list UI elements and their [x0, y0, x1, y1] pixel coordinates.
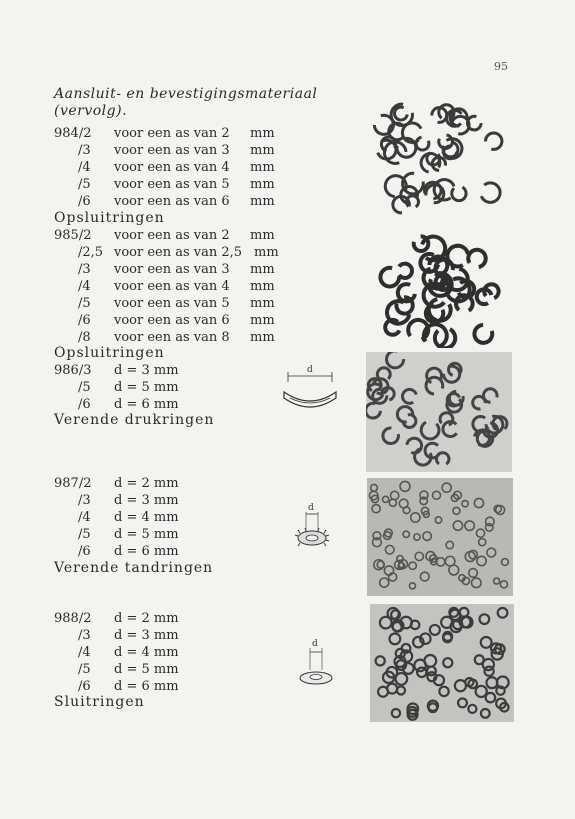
ring-shape [481, 637, 492, 648]
ring-shape [387, 684, 397, 694]
ring-shape [414, 534, 420, 540]
plain-washer-diagram [296, 636, 336, 690]
ring-shape [436, 453, 449, 464]
svg-text:d: d [307, 365, 313, 375]
ring-shape [500, 581, 507, 588]
item-sub: /2,5 [78, 245, 104, 260]
item-text: voor een as van 8 [114, 330, 230, 345]
item-text: voor een as van 6 [114, 194, 230, 209]
item-sub: /6 [78, 544, 91, 559]
item-unit: mm [250, 126, 275, 141]
item-sub: /8 [78, 330, 91, 345]
item-text: d = 6 mm [114, 397, 179, 412]
item-sub: /3 [78, 143, 91, 158]
item-text: d = 4 mm [114, 510, 179, 525]
item-sub: /6 [78, 313, 91, 328]
ring-shape [465, 521, 474, 530]
ring-shape [480, 614, 490, 624]
item-sub: /4 [78, 645, 91, 660]
item-text: d = 3 mm [114, 628, 179, 643]
ring-shape [411, 513, 420, 522]
ring-shape [477, 556, 486, 565]
item-text: d = 4 mm [114, 645, 179, 660]
ring-shape [445, 556, 455, 566]
item-sub: /6 [78, 397, 91, 412]
ring-shape [498, 608, 508, 618]
ring-shape [486, 677, 497, 688]
ring-shape [421, 422, 439, 439]
item-unit: mm [250, 228, 275, 243]
ring-shape [481, 709, 490, 718]
ring-shape [486, 133, 502, 149]
item-text: voor een as van 5 [114, 177, 230, 192]
item-text: d = 6 mm [114, 544, 179, 559]
ring-shape [380, 617, 392, 629]
ring-shape [430, 625, 440, 635]
ring-shape [420, 497, 427, 504]
spring-washer-diagram [280, 360, 340, 416]
item-unit: mm [250, 296, 275, 311]
item-sub: /4 [78, 510, 91, 525]
item-text: voor een as van 2 [114, 126, 230, 141]
item-text: d = 2 mm [114, 476, 179, 491]
ring-shape [409, 562, 416, 569]
item-sub: /5 [78, 527, 91, 542]
ring-shape [442, 483, 451, 492]
toothed-washer-diagram [292, 500, 332, 550]
item-text: voor een as van 3 [114, 143, 230, 158]
item-code: 986/3 [54, 363, 92, 378]
item-unit: mm [250, 194, 275, 209]
ring-shape [390, 491, 398, 499]
ring-shape [439, 687, 448, 696]
ring-shape [484, 389, 497, 402]
ring-shape [392, 709, 400, 717]
item-text: d = 3 mm [114, 493, 179, 508]
ring-shape [423, 532, 432, 541]
ring-shape [414, 660, 426, 672]
ring-shape [474, 325, 492, 343]
group-title: Opsluitringen [54, 345, 165, 361]
ring-shape [380, 268, 399, 287]
ring-shape [475, 655, 484, 664]
ring-shape [474, 498, 483, 507]
item-code: 984/2 [54, 126, 92, 141]
ring-shape [387, 352, 404, 368]
item-sub: /3 [78, 493, 91, 508]
item-sub: /3 [78, 628, 91, 643]
item-text: voor een as van 4 [114, 279, 230, 294]
ring-shape [435, 517, 441, 523]
ring-shape [479, 539, 486, 546]
item-unit: mm [250, 160, 275, 175]
ring-shape [453, 521, 462, 530]
ring-shape [469, 569, 478, 578]
photo-opsluitringen-984 [372, 98, 508, 216]
ring-shape [494, 578, 500, 584]
group-title: Verende drukringen [54, 412, 215, 428]
item-unit: mm [250, 313, 275, 328]
ring-shape [415, 552, 423, 560]
ring-shape [394, 107, 407, 120]
ring-shape [446, 541, 453, 548]
ring-shape [426, 377, 443, 394]
item-code: 988/2 [54, 611, 92, 626]
item-text: voor een as van 5 [114, 296, 230, 311]
item-sub: /5 [78, 296, 91, 311]
item-unit: mm [250, 262, 275, 277]
item-text: d = 5 mm [114, 662, 179, 677]
ring-shape [372, 505, 380, 513]
photo-opsluitringen-985 [374, 230, 506, 348]
ring-shape [502, 559, 509, 566]
ring-shape [400, 481, 410, 491]
item-text: d = 3 mm [114, 363, 179, 378]
ring-shape [389, 633, 400, 644]
svg-text:d: d [312, 639, 318, 649]
page-number: 95 [494, 60, 508, 73]
item-text: d = 5 mm [114, 527, 179, 542]
item-unit: mm [250, 177, 275, 192]
item-text: voor een as van 2,5 [114, 245, 243, 260]
ring-shape [429, 299, 451, 321]
ring-shape [397, 686, 405, 694]
ring-shape [399, 264, 412, 278]
photo-verende-tandringen [367, 478, 513, 596]
ring-shape [409, 583, 415, 589]
ring-shape [487, 548, 496, 557]
item-text: voor een as van 3 [114, 262, 230, 277]
item-sub: /5 [78, 177, 91, 192]
item-unit: mm [250, 279, 275, 294]
item-sub: /6 [78, 679, 91, 694]
item-text: d = 2 mm [114, 611, 179, 626]
ring-shape [420, 572, 429, 581]
item-text: d = 6 mm [114, 679, 179, 694]
item-code: 987/2 [54, 476, 92, 491]
ring-shape [462, 501, 468, 507]
ring-shape [476, 529, 484, 537]
ring-shape [385, 545, 394, 554]
ring-shape [481, 183, 500, 202]
ring-shape [407, 438, 422, 453]
item-sub: /4 [78, 279, 91, 294]
ring-shape [450, 621, 461, 632]
item-unit: mm [250, 143, 275, 158]
photo-verende-drukringen [366, 352, 512, 472]
ring-shape [453, 507, 460, 514]
ring-shape [383, 496, 389, 502]
group-title: Verende tandringen [54, 560, 214, 576]
ring-shape [486, 693, 496, 703]
group-title: Opsluitringen [54, 210, 165, 226]
item-sub: /5 [78, 662, 91, 677]
ring-shape [376, 656, 385, 665]
item-unit: mm [250, 330, 275, 345]
heading-line-2: (vervolg). [54, 103, 128, 119]
ring-shape [380, 578, 389, 587]
item-sub: /5 [78, 380, 91, 395]
ring-shape [443, 658, 452, 667]
ring-shape [458, 698, 467, 707]
item-sub: /6 [78, 194, 91, 209]
item-text: voor een as van 4 [114, 160, 230, 175]
ring-shape [433, 491, 441, 499]
ring-shape [472, 578, 482, 588]
item-text: voor een as van 6 [114, 313, 230, 328]
ring-shape [403, 507, 410, 514]
ring-shape [371, 484, 378, 491]
ring-shape [468, 705, 476, 713]
ring-shape [437, 558, 445, 566]
item-text: d = 5 mm [114, 380, 179, 395]
item-sub: /3 [78, 262, 91, 277]
item-unit: mm [254, 245, 279, 260]
ring-shape [402, 389, 416, 403]
item-sub: /4 [78, 160, 91, 175]
ring-shape [452, 187, 466, 200]
ring-shape [468, 250, 485, 267]
ring-shape [403, 531, 409, 537]
heading-line-1: Aansluit- en bevestigingsmateriaal [54, 86, 318, 102]
svg-text:d: d [308, 503, 314, 513]
item-code: 985/2 [54, 228, 92, 243]
item-text: voor een as van 2 [114, 228, 230, 243]
group-title: Sluitringen [54, 694, 145, 710]
photo-sluitringen [370, 604, 514, 722]
ring-shape [366, 403, 380, 418]
ring-shape [383, 428, 399, 444]
ring-shape [395, 673, 407, 685]
